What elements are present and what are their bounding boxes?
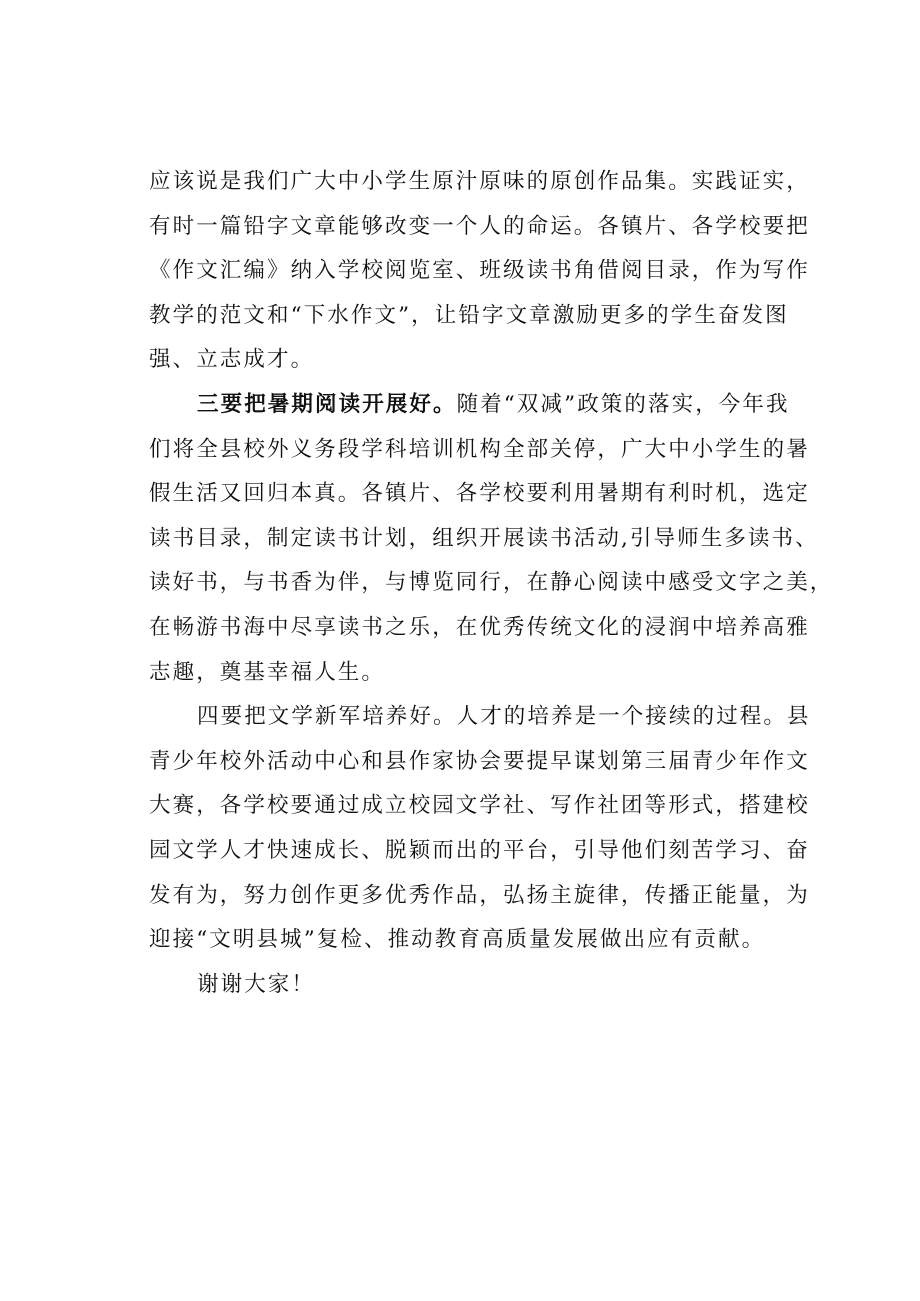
paragraph-1-line: 《作文汇编》纳入学校阅览室、班级读书角借阅目录，作为写作 <box>149 258 810 284</box>
paragraph-2-line: 们将全县校外义务段学科培训机构全部关停，广大中小学生的暑 <box>149 436 810 462</box>
paragraph-3-line: 大赛，各学校要通过成立校园文学社、写作社团等形式，搭建校 <box>149 793 810 819</box>
paragraph-2-line: 在畅游书海中尽享读书之乐，在优秀传统文化的浸润中培养高雅 <box>149 614 810 640</box>
closing-remark: 谢谢大家！ <box>197 971 316 997</box>
paragraph-2-first-line-text: 随着“双减”政策的落实，今年我 <box>456 391 790 417</box>
paragraph-1-line: 教学的范文和“下水作文”，让铅字文章激励更多的学生奋发图 <box>149 302 789 328</box>
paragraph-2-line: 假生活又回归本真。各镇片、各学校要利用暑期有利时机，选定 <box>149 481 810 507</box>
paragraph-3-line: 园文学人才快速成长、脱颖而出的平台，引导他们刻苦学习、奋 <box>149 837 810 863</box>
paragraph-2-first-line <box>149 383 790 428</box>
paragraph-3-last-line: 迎接“文明县城”复检、推动教育高质量发展做出应有贡献。 <box>149 927 766 953</box>
paragraph-2-line: 读好书，与书香为伴，与博览同行，在静心阅读中感受文字之美， <box>149 570 834 596</box>
paragraph-1-line: 应该说是我们广大中小学生原汁原味的原创作品集。实践证实， <box>149 169 810 194</box>
document-body <box>149 160 834 1007</box>
paragraph-3-first-line: 四要把文学新军培养好。人才的培养是一个接续的过程。县 <box>197 704 811 730</box>
paragraph-3-line: 青少年校外活动中心和县作家协会要提早谋划第三届青少年作文 <box>149 748 810 774</box>
paragraph-1-last-line: 强、立志成才。 <box>149 347 315 373</box>
paragraph-2-line: 读书目录，制定读书计划，组织开展读书活动,引导师生多读书、 <box>149 525 819 551</box>
paragraph-1-line: 有时一篇铅字文章能够改变一个人的命运。各镇片、各学校要把 <box>149 213 810 239</box>
paragraph-2-last-line: 志趣，奠基幸福人生。 <box>149 659 386 685</box>
paragraph-2-lead-heading: 三要把暑期阅读开展好。 <box>197 391 457 417</box>
paragraph-3-line: 发有为，努力创作更多优秀作品，弘扬主旋律，传播正能量，为 <box>149 882 810 908</box>
